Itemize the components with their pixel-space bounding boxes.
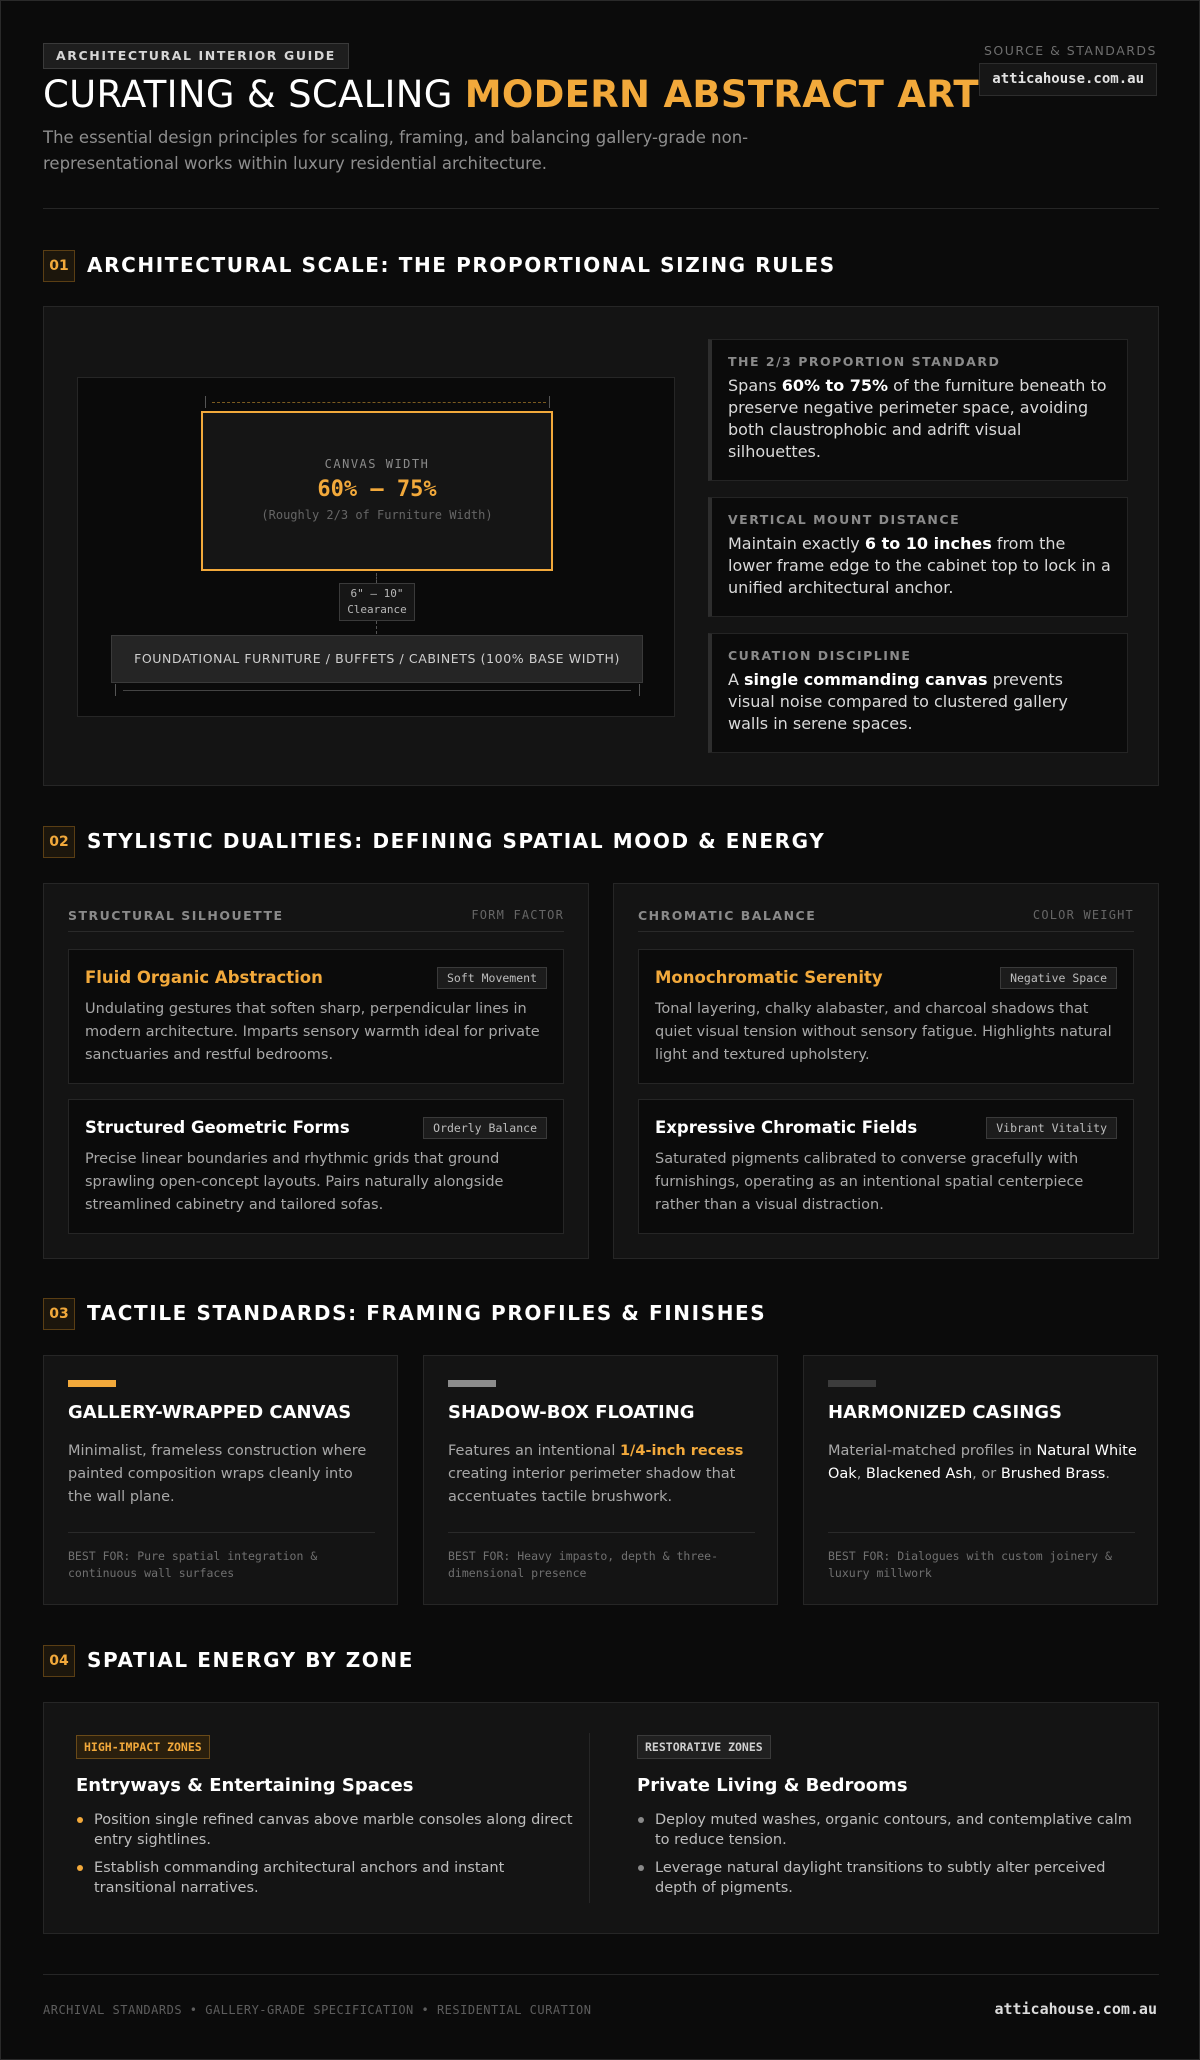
guide-tag: ARCHITECTURAL INTERIOR GUIDE xyxy=(43,43,349,69)
section-1-number: 01 xyxy=(43,250,75,282)
style-card-description: Undulating gestures that soften sharp, perpendicular lines in modern architecture. Imparts sensory warmth ideal for private sanctuaries and restful bedrooms. xyxy=(85,1001,540,1063)
furniture-dim-tick-right xyxy=(639,684,640,696)
canvas-artwork-box xyxy=(201,411,553,571)
zone-title: Private Living & Bedrooms xyxy=(637,1775,908,1796)
canvas-dim-tick-left xyxy=(205,396,206,408)
bullet-dot-icon xyxy=(638,1865,644,1871)
rule-card-title: VERTICAL MOUNT DISTANCE xyxy=(728,512,961,527)
bullet-dot-icon xyxy=(77,1865,83,1871)
frame-card-harmonized-casings xyxy=(803,1355,1158,1605)
frame-card-color-bar xyxy=(448,1380,496,1387)
rule-card-body: Spans 60% to 75% of the furniture beneath to preserve negative perimeter space, avoiding both claustrophobic and adrift visual silhouettes. xyxy=(728,376,1107,461)
rule-highlight: 60% to 75% xyxy=(781,376,889,395)
style-card-expressive-chromatic xyxy=(638,1099,1134,1234)
style-card-monochromatic xyxy=(638,949,1134,1084)
frame-card-divider xyxy=(448,1532,755,1533)
material-brass: Brushed Brass xyxy=(1000,1466,1106,1482)
proportion-panel xyxy=(43,306,1159,786)
bullet-dot-icon xyxy=(638,1817,644,1823)
list-item: Deploy muted washes, organic contours, and contemplative calm to reduce tension. xyxy=(637,1810,1137,1850)
canvas-width-value: 60% – 75% xyxy=(317,477,437,502)
rule-card-title: CURATION DISCIPLINE xyxy=(728,648,912,663)
footer-divider xyxy=(43,1974,1159,1975)
footer-site-link[interactable]: atticahouse.com.au xyxy=(994,2000,1157,2018)
zone-panel xyxy=(43,1702,1159,1934)
frame-card-title: HARMONIZED CASINGS xyxy=(828,1402,1062,1423)
clearance-label xyxy=(339,583,415,621)
furniture-base-box: FOUNDATIONAL FURNITURE / BUFFETS / CABINETS (100% BASE WIDTH) xyxy=(111,635,643,683)
panel-header xyxy=(68,908,564,932)
panel-header xyxy=(638,908,1134,932)
frame-card-best-for: BEST FOR: Dialogues with custom joinery & luxury millwork xyxy=(828,1549,1112,1580)
source-label: SOURCE & STANDARDS xyxy=(983,43,1157,58)
frame-card-color-bar xyxy=(68,1380,116,1387)
frame-card-divider xyxy=(68,1532,375,1533)
canvas-dim-tick-right xyxy=(549,396,550,408)
frame-card-description: Material-matched profiles in Natural White Oak, Blackened Ash, or Brushed Brass. xyxy=(828,1443,1137,1482)
clearance-line-top xyxy=(376,573,377,583)
section-3-title: TACTILE STANDARDS: FRAMING PROFILES & FINISHES xyxy=(87,1301,767,1325)
panel-meta: COLOR WEIGHT xyxy=(1032,908,1134,922)
structural-silhouette-panel xyxy=(43,883,589,1259)
section-3-number: 03 xyxy=(43,1298,75,1330)
chromatic-balance-panel xyxy=(613,883,1159,1259)
style-card-tag: Negative Space xyxy=(1000,967,1117,989)
title-part-2: MODERN ABSTRACT ART xyxy=(464,73,979,116)
rule-card-title: THE 2/3 PROPORTION STANDARD xyxy=(728,354,1001,369)
proportion-diagram xyxy=(77,377,675,717)
panel-label: CHROMATIC BALANCE xyxy=(638,908,817,923)
source-site-link[interactable]: atticahouse.com.au xyxy=(979,63,1157,96)
clearance-line-bottom xyxy=(376,621,377,634)
section-1-title: ARCHITECTURAL SCALE: THE PROPORTIONAL SIZING RULES xyxy=(87,253,836,277)
style-card-structured-geometric xyxy=(68,1099,564,1234)
frame-card-best-for: BEST FOR: Heavy impasto, depth & three-dimensional presence xyxy=(448,1549,719,1580)
header-divider xyxy=(43,208,1159,209)
list-item: Establish commanding architectural anchors and instant transitional narratives. xyxy=(76,1858,576,1898)
section-4-number: 04 xyxy=(43,1645,75,1677)
style-card-tag: Orderly Balance xyxy=(423,1117,547,1139)
frame-card-title: GALLERY-WRAPPED CANVAS xyxy=(68,1402,352,1423)
rule-card-vertical-mount xyxy=(708,497,1128,617)
material-ash: Blackened Ash xyxy=(865,1466,973,1482)
style-card-tag: Vibrant Vitality xyxy=(986,1117,1117,1139)
section-2-number: 02 xyxy=(43,826,75,858)
rule-card-body: Maintain exactly 6 to 10 inches from the lower frame edge to the cabinet top to lock in a unified architectural anchor. xyxy=(728,534,1111,597)
clearance-text: Clearance xyxy=(347,603,407,616)
frame-card-shadow-box xyxy=(423,1355,778,1605)
zone-high-impact xyxy=(76,1735,576,1906)
zone-list xyxy=(637,1810,1137,1898)
frame-card-description: Features an intentional 1/4-inch recess creating interior perimeter shadow that accentuates tactile brushwork. xyxy=(448,1443,744,1505)
style-card-title: Fluid Organic Abstraction xyxy=(85,968,323,987)
footer-standards: ARCHIVAL STANDARDS • GALLERY-GRADE SPECIFICATION • RESIDENTIAL CURATION xyxy=(43,2003,592,2017)
frame-card-best-for: BEST FOR: Pure spatial integration & continuous wall surfaces xyxy=(68,1549,318,1580)
frame-card-description: Minimalist, frameless construction where painted composition wraps cleanly into the wall plane. xyxy=(68,1443,367,1505)
rule-highlight: 6 to 10 inches xyxy=(864,534,992,553)
style-card-tag: Soft Movement xyxy=(437,967,547,989)
rule-highlight: single commanding canvas xyxy=(744,670,988,689)
list-item: Leverage natural daylight transitions to subtly alter perceived depth of pigments. xyxy=(637,1858,1137,1898)
style-card-title: Monochromatic Serenity xyxy=(655,968,883,987)
clearance-value: 6" – 10" xyxy=(350,587,404,600)
style-card-title: Structured Geometric Forms xyxy=(85,1118,350,1137)
canvas-width-dimension-line xyxy=(212,402,546,403)
style-card-description: Tonal layering, chalky alabaster, and charcoal shadows that quiet visual tension without sensory fatigue. Highlights natural light and textured upholstery. xyxy=(655,1001,1112,1063)
zone-list xyxy=(76,1810,576,1898)
frame-card-color-bar xyxy=(828,1380,876,1387)
style-card-description: Saturated pigments calibrated to converse gracefully with furnishings, operating as an intentional spatial centerpiece rather than a visual distraction. xyxy=(655,1151,1084,1213)
material-oak: Natural White Oak xyxy=(828,1443,1137,1482)
style-card-fluid-organic xyxy=(68,949,564,1084)
zone-divider xyxy=(589,1733,590,1903)
canvas-width-label: CANVAS WIDTH xyxy=(324,457,430,471)
furniture-dim-tick-left xyxy=(115,684,116,696)
title-part-1: CURATING & SCALING xyxy=(43,73,453,116)
page-subtitle: The essential design principles for scaling, framing, and balancing gallery-grade non-representational works within luxury residential architecture. xyxy=(43,128,749,173)
panel-meta: FORM FACTOR xyxy=(471,908,564,922)
frame-card-title: SHADOW-BOX FLOATING xyxy=(448,1402,695,1423)
zone-restorative xyxy=(637,1735,1137,1906)
frame-card-gallery-wrapped xyxy=(43,1355,398,1605)
zone-tag: HIGH-IMPACT ZONES xyxy=(76,1735,210,1759)
rule-card-body: A single commanding canvas prevents visual noise compared to clustered gallery walls in serene spaces. xyxy=(728,670,1068,733)
panel-label: STRUCTURAL SILHOUETTE xyxy=(68,908,284,923)
furniture-width-dimension-line xyxy=(123,690,631,691)
section-4-title: SPATIAL ENERGY BY ZONE xyxy=(87,1648,415,1672)
zone-title: Entryways & Entertaining Spaces xyxy=(76,1775,414,1796)
canvas-width-note: (Roughly 2/3 of Furniture Width) xyxy=(261,508,493,522)
bullet-dot-icon xyxy=(77,1817,83,1823)
page-title xyxy=(43,73,979,116)
list-item: Position single refined canvas above marble consoles along direct entry sightlines. xyxy=(76,1810,576,1850)
zone-tag: RESTORATIVE ZONES xyxy=(637,1735,771,1759)
rule-card-proportion xyxy=(708,339,1128,481)
style-card-title: Expressive Chromatic Fields xyxy=(655,1118,918,1137)
frame-card-divider xyxy=(828,1532,1135,1533)
style-card-description: Precise linear boundaries and rhythmic grids that ground sprawling open-concept layouts. Pairs naturally alongside streamlined cabinetry and tailored sofas. xyxy=(85,1151,504,1213)
rule-card-curation xyxy=(708,633,1128,753)
section-2-title: STYLISTIC DUALITIES: DEFINING SPATIAL MOOD & ENERGY xyxy=(87,829,826,853)
recess-highlight: 1/4-inch recess xyxy=(619,1443,744,1459)
